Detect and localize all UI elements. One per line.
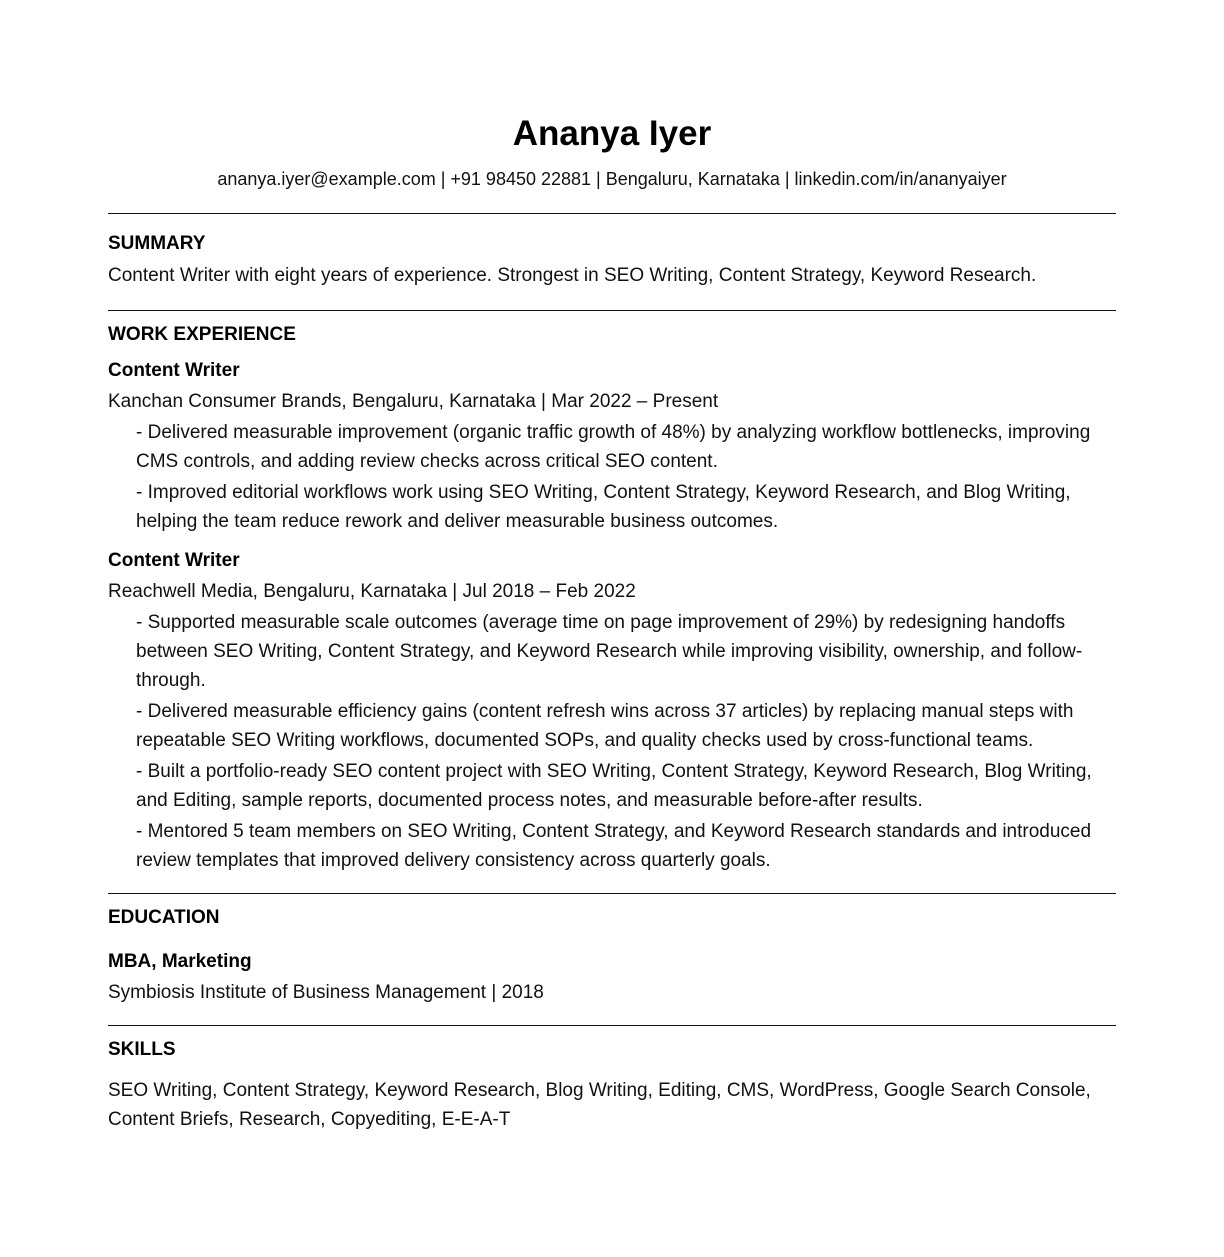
job-meta: Reachwell Media, Bengaluru, Karnataka | Jul 2018 – Feb 2022 [108,581,636,602]
job-bullets [108,418,1116,536]
job-bullet: - Supported measurable scale outcomes (average time on page improvement of 29%) by redesigning handoffs between SEO Writing, Content Strategy, and Keyword Research while improving visibility, ownership, and follow-through. [136,612,1083,691]
candidate-name: Ananya Iyer [512,114,712,153]
skills-heading: SKILLS [108,1039,176,1060]
section-divider [108,213,1116,214]
job-bullet: - Built a portfolio-ready SEO content project with SEO Writing, Content Strategy, Keyword Research, Blog Writing, and Editing, sample reports, documented process notes, and measurable before-after results. [136,761,1092,811]
job-bullets [108,608,1116,875]
section-divider [108,1025,1116,1026]
degree: MBA, Marketing [108,951,252,972]
school-line: Symbiosis Institute of Business Management | 2018 [108,982,544,1003]
contact-line: ananya.iyer@example.com | +91 98450 22881 | Bengaluru, Karnataka | linkedin.com/in/ananyaiyer [217,169,1007,189]
skills-text: SEO Writing, Content Strategy, Keyword Research, Blog Writing, Editing, CMS, WordPress, Google Search Console, Content Briefs, Research, Copyediting, E-E-A-T [108,1080,1091,1130]
education-heading: EDUCATION [108,907,220,928]
job-meta: Kanchan Consumer Brands, Bengaluru, Karnataka | Mar 2022 – Present [108,391,719,412]
job-bullet: - Improved editorial workflows work using SEO Writing, Content Strategy, Keyword Research, and Blog Writing, helping the team reduce rework and deliver measurable business outcomes. [136,482,1071,532]
section-divider [108,893,1116,894]
summary-heading: SUMMARY [108,233,206,254]
job-entry [108,359,1116,536]
job-bullet: - Mentored 5 team members on SEO Writing, Content Strategy, and Keyword Research standards and introduced review templates that improved delivery consistency across quarterly goals. [136,821,1092,871]
job-entry [108,549,1116,875]
summary-text: Content Writer with eight years of experience. Strongest in SEO Writing, Content Strategy, Keyword Research. [108,265,1037,286]
job-title: Content Writer [108,360,240,381]
work-experience-heading: WORK EXPERIENCE [108,324,296,345]
job-title: Content Writer [108,550,240,571]
job-bullet: - Delivered measurable efficiency gains (content refresh wins across 37 articles) by replacing manual steps with repeatable SEO Writing workflows, documented SOPs, and quality checks used by cross-functional teams. [136,701,1074,751]
job-bullet: - Delivered measurable improvement (organic traffic growth of 48%) by analyzing workflow bottlenecks, improving CMS controls, and adding review checks across critical SEO content. [136,422,1091,472]
section-divider [108,310,1116,311]
